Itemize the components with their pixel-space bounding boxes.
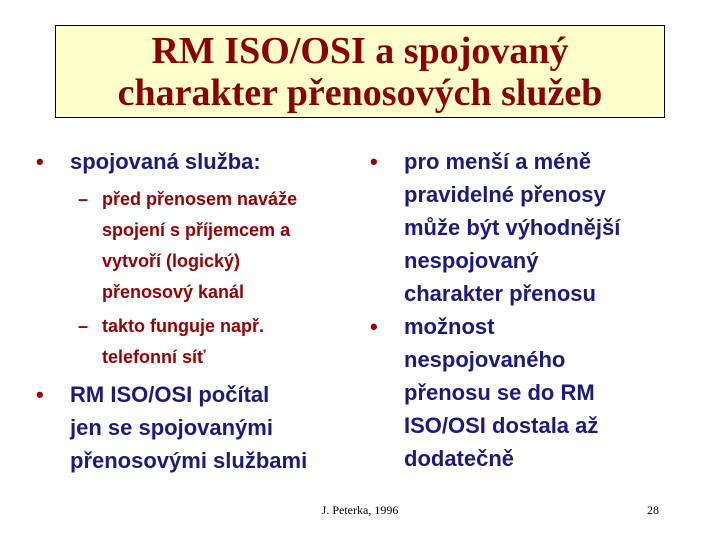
bullet-dash-icon: – bbox=[78, 316, 89, 336]
page-number: 28 bbox=[647, 503, 659, 517]
bullet-text-line: přenosu se do RM bbox=[404, 380, 595, 405]
left-subbullet-channel bbox=[36, 184, 356, 308]
bullet-text-line: spojení s příjemcem a bbox=[102, 220, 291, 240]
footer-author: J. Peterka, 1996 bbox=[321, 503, 399, 517]
bullet-dash-icon: – bbox=[78, 189, 89, 209]
bullet-text-line: ISO/OSI dostala až bbox=[404, 413, 599, 438]
bullet-text-line: pro menší a méně bbox=[404, 149, 592, 174]
bullet-text-line: přenosovými službami bbox=[70, 448, 308, 473]
bullet-text-line: nespojovaný bbox=[404, 248, 539, 273]
right-bullet-added-later bbox=[370, 310, 690, 475]
slide-title-box bbox=[55, 25, 665, 118]
bullet-text-line: charakter přenosu bbox=[404, 281, 596, 306]
slide-title-line-2: charakter přenosových služeb bbox=[117, 71, 603, 114]
left-bullet-rm-iso-osi bbox=[36, 378, 356, 477]
bullet-text-line: dodatečně bbox=[404, 446, 515, 471]
bullet-text-line: přenosový kanál bbox=[102, 282, 245, 302]
bullet-text: spojovaná služba: bbox=[70, 149, 261, 174]
left-column bbox=[36, 145, 356, 477]
slide-title-line-1: RM ISO/OSI a spojovaný bbox=[151, 29, 569, 72]
bullet-text-line: možnost bbox=[404, 314, 495, 339]
bullet-text-line: telefonní síť bbox=[102, 347, 206, 367]
bullet-text-line: RM ISO/OSI počítal bbox=[70, 382, 270, 407]
left-subbullet-telephone bbox=[36, 311, 356, 373]
right-bullet-connectionless bbox=[370, 145, 690, 310]
bullet-text-line: jen se spojovanými bbox=[70, 415, 273, 440]
bullet-text-line: před přenosem naváže bbox=[102, 189, 298, 209]
bullet-text-line: takto funguje např. bbox=[102, 316, 264, 336]
bullet-dot-icon: • bbox=[370, 314, 378, 339]
left-bullet-connection-service bbox=[36, 145, 356, 178]
bullet-dot-icon: • bbox=[370, 149, 378, 174]
bullet-text-line: nespojovaného bbox=[404, 347, 566, 372]
bullet-text-line: vytvoří (logický) bbox=[102, 251, 241, 271]
bullet-text-line: pravidelné přenosy bbox=[404, 182, 606, 207]
right-column bbox=[370, 145, 690, 475]
bullet-dot-icon: • bbox=[36, 149, 44, 174]
bullet-dot-icon: • bbox=[36, 382, 44, 407]
bullet-text-line: může být výhodnější bbox=[404, 215, 621, 240]
